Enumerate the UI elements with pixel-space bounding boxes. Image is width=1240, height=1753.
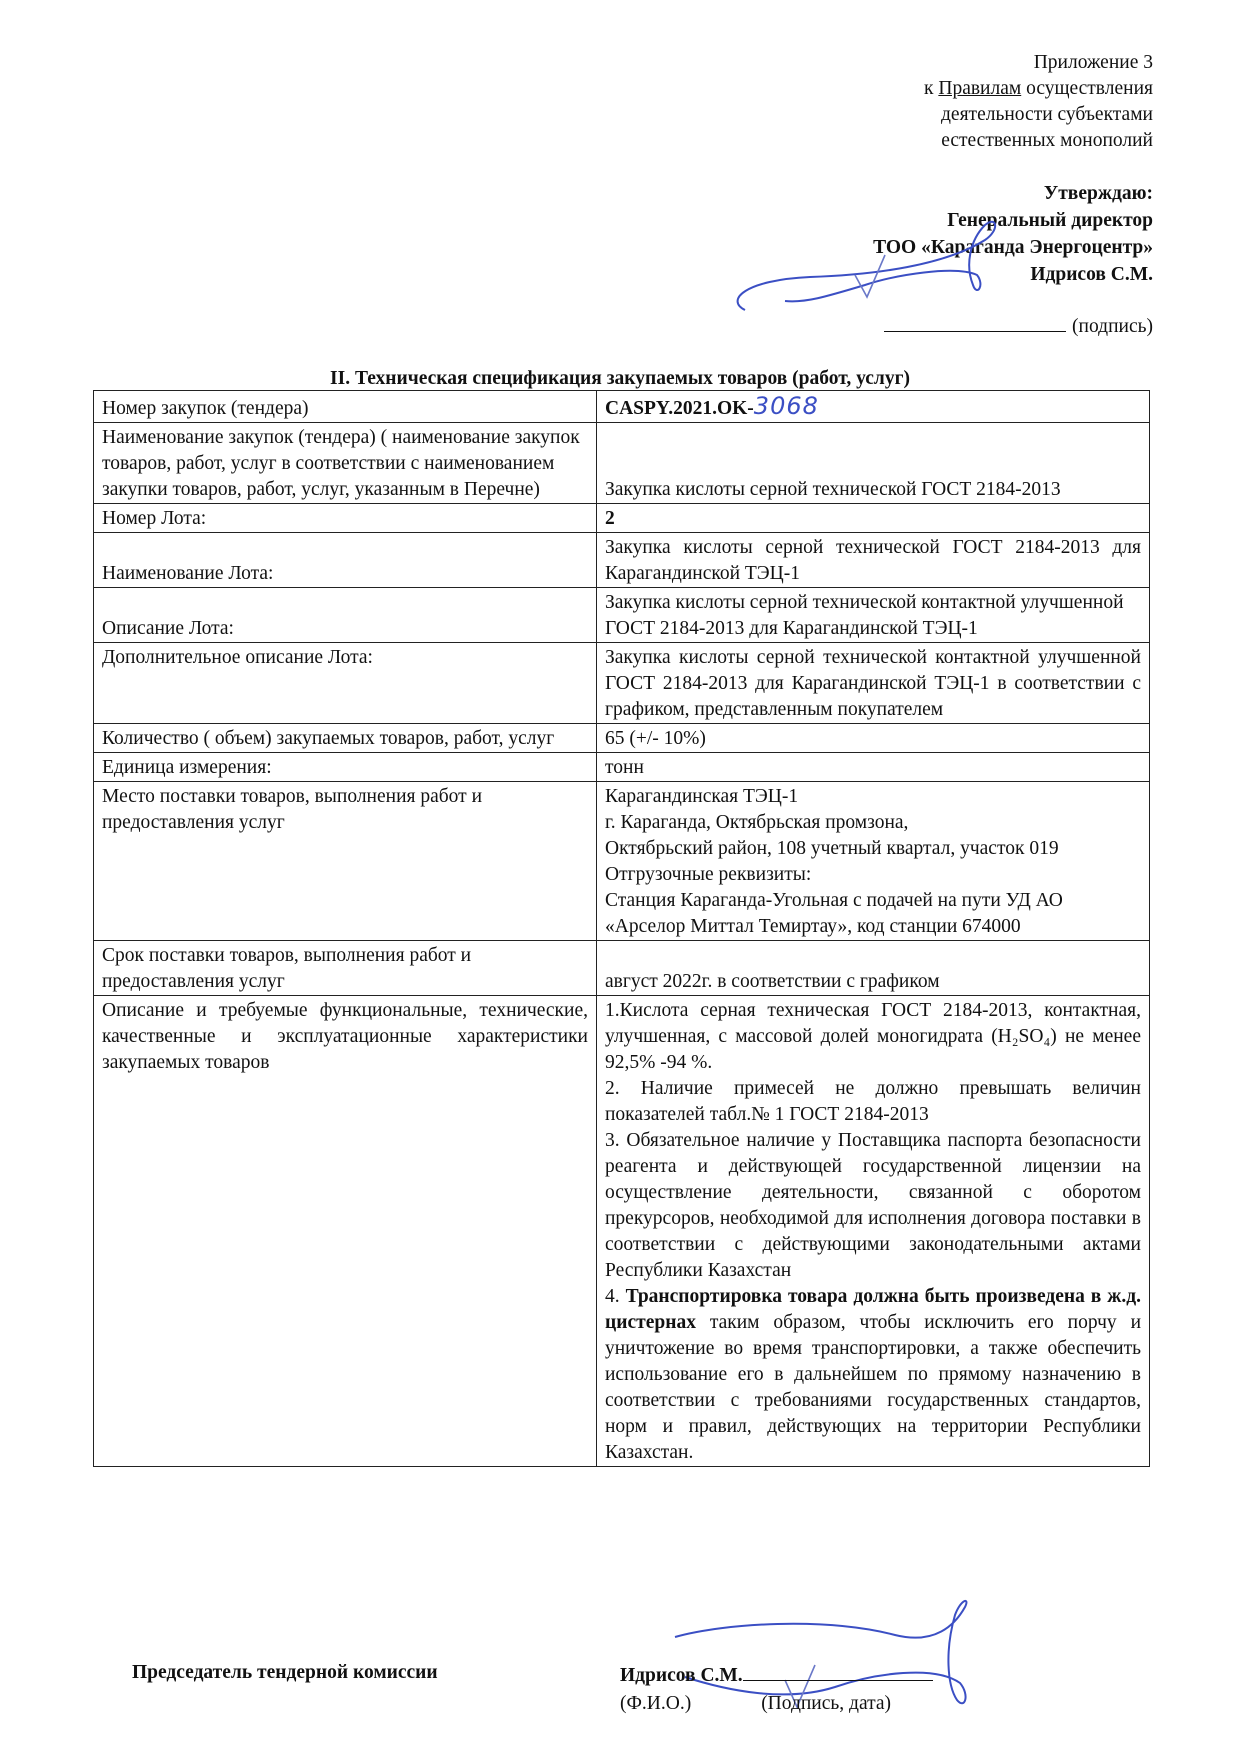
requirement-number: 4. bbox=[605, 1286, 626, 1307]
row-value: август 2022г. в соответствии с графиком bbox=[597, 941, 1150, 996]
signature-line bbox=[884, 313, 1153, 338]
row-label: Номер закупок (тендера) bbox=[94, 391, 597, 423]
row-label: Описание и требуемые функциональные, технические, качественные и эксплуатационные характеристики закупаемых товаров bbox=[94, 996, 597, 1467]
signature-blank bbox=[884, 313, 1066, 332]
approval-heading: Утверждаю: bbox=[1043, 183, 1153, 204]
row-label: Описание Лота: bbox=[94, 588, 597, 643]
requirement-item: 2. Наличие примесей не должно превышать величин показателей табл.№ 1 ГОСТ 2184-2013 bbox=[605, 1078, 1141, 1125]
delivery-line: Станция Караганда-Угольная с подачей на пути УД АО «Арселор Миттал Темиртау», код станции 674000 bbox=[605, 890, 1063, 937]
row-value: 65 (+/- 10%) bbox=[597, 724, 1150, 753]
row-value: тонн bbox=[597, 753, 1150, 782]
specification-table bbox=[93, 390, 1150, 1467]
row-label: Место поставки товаров, выполнения работ и предоставления услуг bbox=[94, 782, 597, 941]
row-label: Номер Лота: bbox=[94, 504, 597, 533]
row-label: Срок поставки товаров, выполнения работ и предоставления услуг bbox=[94, 941, 597, 996]
appendix-line bbox=[924, 76, 1153, 102]
table-row bbox=[94, 391, 1150, 423]
table-row bbox=[94, 753, 1150, 782]
table-row bbox=[94, 643, 1150, 724]
appendix-line: естественных монополий bbox=[941, 130, 1153, 151]
row-value: Закупка кислоты серной технической контактной улучшенной ГОСТ 2184-2013 для Карагандинской ТЭЦ-1 в соответствии с графиком, представленным покупателем bbox=[597, 643, 1150, 724]
delivery-line: г. Караганда, Октябрьская промзона, bbox=[605, 812, 909, 833]
table-row bbox=[94, 533, 1150, 588]
requirement-item: 1.Кислота серная техническая ГОСТ 2184-2013, контактная, улучшенная, с массовой долей моногидрата (H₂SO₄) не менее 92,5% -94 %. bbox=[605, 1000, 1141, 1073]
row-value: Закупка кислоты серной технической контактной улучшенной ГОСТ 2184-2013 для Карагандинской ТЭЦ-1 bbox=[597, 588, 1150, 643]
section-title: II. Техническая спецификация закупаемых товаров (работ, услуг) bbox=[330, 368, 910, 389]
table-row bbox=[94, 588, 1150, 643]
caption-sign: (Подпись, дата) bbox=[761, 1693, 892, 1714]
row-label: Наименование закупок (тендера) ( наименование закупок товаров, работ, услуг в соответствии с наименованием закупки товаров, работ, услуг, указанным в Перечне) bbox=[94, 423, 597, 504]
chair-name: Идрисов С.М. bbox=[620, 1665, 743, 1686]
approval-block bbox=[873, 180, 1153, 288]
row-value: Закупка кислоты серной технической ГОСТ 2184-2013 для Карагандинской ТЭЦ-1 bbox=[597, 533, 1150, 588]
approval-company: ТОО «Караганда Энергоцентр» bbox=[873, 237, 1153, 258]
delivery-line: Карагандинская ТЭЦ-1 bbox=[605, 786, 799, 807]
row-value: 2 bbox=[597, 504, 1150, 533]
signature-caption: (подпись) bbox=[1072, 316, 1153, 337]
table-row bbox=[94, 941, 1150, 996]
table-row bbox=[94, 504, 1150, 533]
table-row bbox=[94, 996, 1150, 1467]
appendix-prefix: к bbox=[924, 78, 939, 99]
rules-link[interactable]: Правилам bbox=[938, 78, 1022, 99]
row-label: Количество ( объем) закупаемых товаров, работ, услуг bbox=[94, 724, 597, 753]
row-label: Наименование Лота: bbox=[94, 533, 597, 588]
caption-fio: (Ф.И.О.) bbox=[620, 1693, 692, 1714]
approval-name: Идрисов С.М. bbox=[1030, 264, 1153, 285]
row-label: Дополнительное описание Лота: bbox=[94, 643, 597, 724]
requirement-text: таким образом, чтобы исключить его порчу и уничтожение во время транспортировки, а также обеспечить использование его в дальнейшем по прямому назначению в соответствии с требованиями государственных стандартов, норм и правил, действующих на территории Республики Казахстан. bbox=[605, 1312, 1141, 1463]
table-row bbox=[94, 423, 1150, 504]
table-row bbox=[94, 782, 1150, 941]
appendix-suffix: осуществления bbox=[1021, 78, 1153, 99]
row-value: Закупка кислоты серной технической ГОСТ 2184-2013 bbox=[597, 423, 1150, 504]
requirement-bold-text: Транспортировка товара должна быть произведена в ж.д. цистернах bbox=[605, 1286, 1141, 1333]
table-row bbox=[94, 724, 1150, 753]
delivery-line: Октябрьский район, 108 учетный квартал, участок 019 bbox=[605, 838, 1059, 859]
purchase-number-handwritten: 3068 bbox=[753, 392, 819, 420]
requirement-item: 3. Обязательное наличие у Поставщика паспорта безопасности реагента и действующей государственной лицензии на осуществление деятельности, связанной с оборотом прекурсоров, необходимой для исполнения договора поставки в соответствии с действующими законодательными актами Республики Казахстан bbox=[605, 1130, 1141, 1281]
requirements-cell bbox=[597, 996, 1150, 1467]
chair-signature-blank bbox=[743, 1662, 933, 1681]
purchase-number-prefix: CASPY.2021.OK- bbox=[605, 398, 754, 419]
footer-captions bbox=[620, 1693, 891, 1715]
delivery-line: Отгрузочные реквизиты: bbox=[605, 864, 812, 885]
appendix-block bbox=[924, 50, 1153, 154]
row-label: Единица измерения: bbox=[94, 753, 597, 782]
approval-position: Генеральный директор bbox=[947, 210, 1153, 231]
purchase-number-cell bbox=[597, 391, 1150, 423]
requirement-item bbox=[605, 1284, 1141, 1466]
delivery-place-cell bbox=[597, 782, 1150, 941]
appendix-line: деятельности субъектами bbox=[941, 104, 1153, 125]
appendix-line: Приложение 3 bbox=[1033, 52, 1153, 73]
chair-name-block bbox=[620, 1662, 933, 1687]
chair-label: Председатель тендерной комиссии bbox=[132, 1662, 438, 1683]
